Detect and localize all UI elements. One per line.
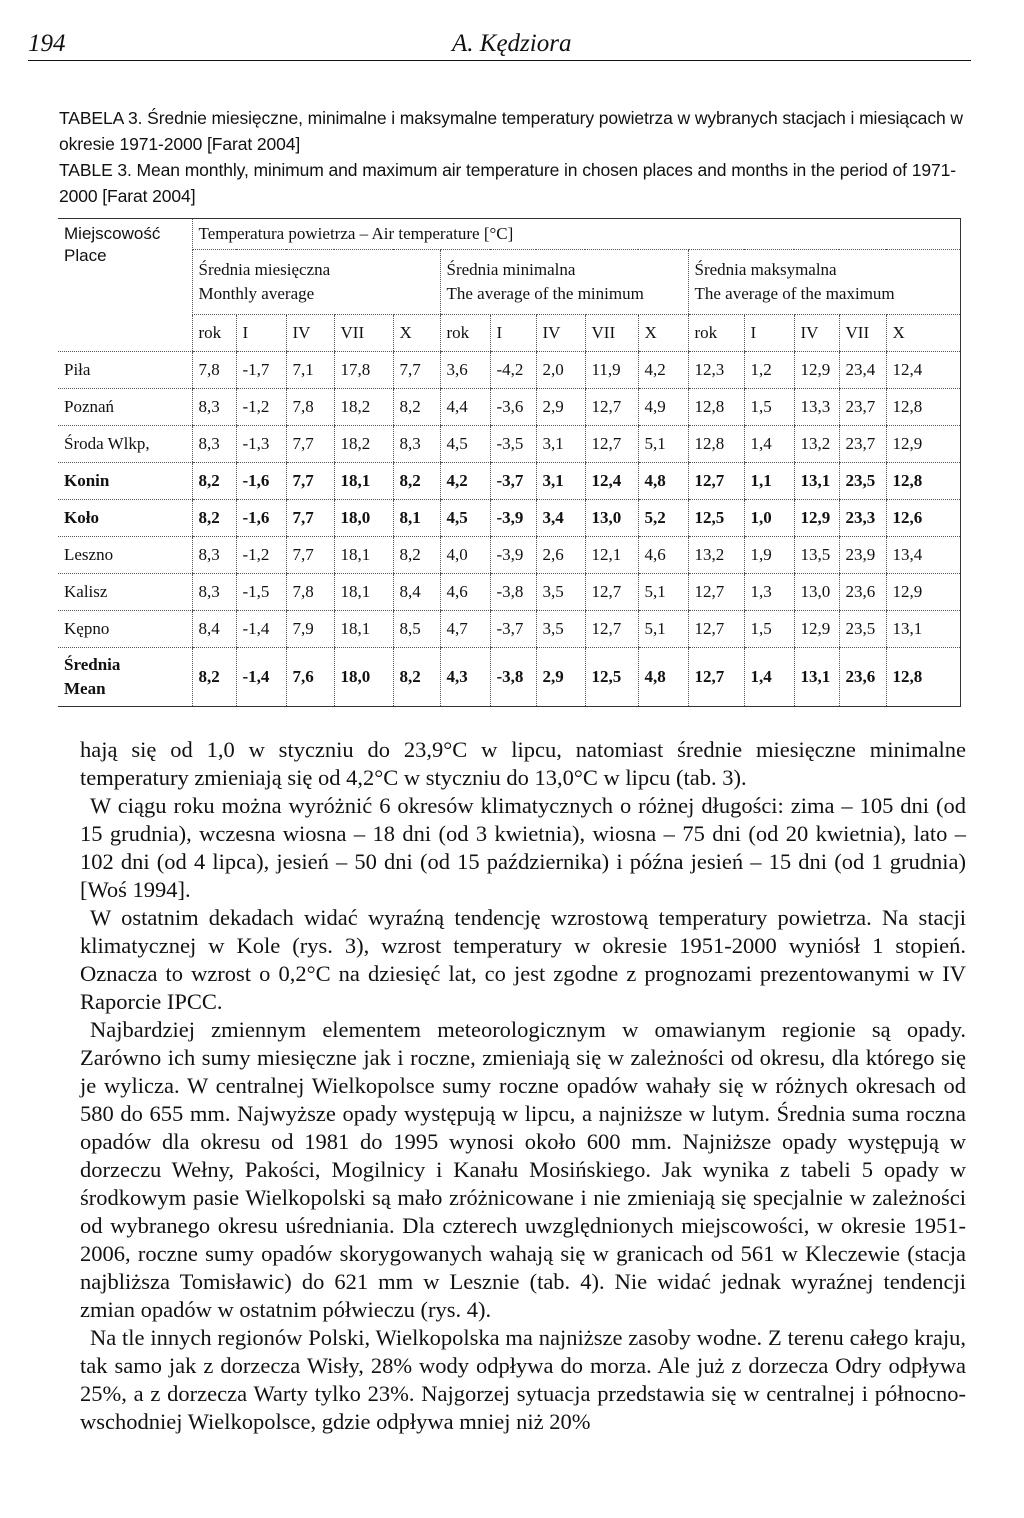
value-cell: 4,2 — [440, 463, 490, 500]
value-cell: 8,3 — [192, 426, 236, 463]
value-cell: 5,1 — [638, 611, 688, 648]
value-cell: 1,1 — [744, 463, 794, 500]
group-header-monthly-en: Monthly average — [198, 284, 315, 303]
place-cell: Kalisz — [58, 574, 192, 611]
value-cell: 13,2 — [688, 537, 744, 574]
value-cell: 13,2 — [794, 426, 839, 463]
value-cell: 4,5 — [440, 426, 490, 463]
value-cell: 12,5 — [688, 500, 744, 537]
subheader-row — [58, 315, 960, 352]
value-cell: 13,0 — [794, 574, 839, 611]
subheader-cell: X — [886, 315, 960, 352]
subheader-cell: IV — [536, 315, 585, 352]
value-cell: 7,8 — [286, 574, 334, 611]
value-cell: 12,1 — [585, 537, 638, 574]
place-column-header — [58, 219, 192, 352]
value-cell: 12,7 — [585, 574, 638, 611]
mean-value-cell: -1,4 — [236, 648, 286, 707]
value-cell: 12,4 — [886, 352, 960, 389]
body-paragraph: W ciągu roku można wyróżnić 6 okresów klimatycznych o różnej długości: zima – 105 dni (od 15 grudnia), wczesna wiosna – 18 dni (od 3 kwietnia), wiosna – 75 dni (od 20 kwietnia), lato – 102 dni (od 4 lipca), jesień – 50 dni (od 15 października) i późna jesień – 15 dni (od 1 grudnia) [Woś 1994]. — [80, 793, 966, 902]
body-paragraph: Na tle innych regionów Polski, Wielkopolska ma najniższe zasoby wodne. Z terenu całego kraju, tak samo jak z dorzecza Wisły, 28% wody odpływa do morza. Ale już z dorzecza Odry odpływa 25%, a z dorzecza Warty tylko 23%. Najgorzej sytuacja przedstawia się w centralnej i północno-wschodniej Wielkopolsce, gdzie odpływa mniej niż 20% — [80, 1325, 966, 1434]
value-cell: 7,9 — [286, 611, 334, 648]
subheader-cell: rok — [688, 315, 744, 352]
mean-value-cell: 23,6 — [839, 648, 886, 707]
value-cell: 5,1 — [638, 426, 688, 463]
value-cell: 23,9 — [839, 537, 886, 574]
value-cell: 1,9 — [744, 537, 794, 574]
value-cell: 12,6 — [886, 500, 960, 537]
value-cell: 2,0 — [536, 352, 585, 389]
value-cell: 18,2 — [334, 426, 393, 463]
value-cell: 13,3 — [794, 389, 839, 426]
value-cell: 7,7 — [393, 352, 440, 389]
value-cell: 4,5 — [440, 500, 490, 537]
subheader-cell: I — [744, 315, 794, 352]
value-cell: 4,7 — [440, 611, 490, 648]
value-cell: 3,6 — [440, 352, 490, 389]
table-row — [58, 611, 960, 648]
group-header-minimum — [440, 250, 688, 315]
value-cell: -1,5 — [236, 574, 286, 611]
value-cell: 1,0 — [744, 500, 794, 537]
place-cell: Poznań — [58, 389, 192, 426]
value-cell: 1,2 — [744, 352, 794, 389]
value-cell: 12,7 — [585, 426, 638, 463]
temperature-table — [58, 218, 961, 707]
value-cell: 23,4 — [839, 352, 886, 389]
value-cell: -4,2 — [490, 352, 536, 389]
value-cell: 4,6 — [440, 574, 490, 611]
mean-place-cell — [58, 648, 192, 707]
value-cell: 3,1 — [536, 463, 585, 500]
table-row — [58, 426, 960, 463]
subheader-cell: I — [236, 315, 286, 352]
table-row — [58, 463, 960, 500]
value-cell: 3,4 — [536, 500, 585, 537]
value-cell: 8,2 — [393, 389, 440, 426]
value-cell: 1,5 — [744, 389, 794, 426]
mean-value-cell: 12,8 — [886, 648, 960, 707]
mean-value-cell: 8,2 — [192, 648, 236, 707]
subheader-cell: X — [393, 315, 440, 352]
value-cell: -1,7 — [236, 352, 286, 389]
place-cell: Konin — [58, 463, 192, 500]
value-cell: 23,7 — [839, 389, 886, 426]
running-author: A. Kędziora — [452, 30, 572, 57]
body-paragraph: hają się od 1,0 w styczniu do 23,9°C w lipcu, natomiast średnie miesięczne minimalne temperatury zmieniają się od 4,2°C w styczniu do 13,0°C w lipcu (tab. 3). — [80, 737, 966, 790]
mean-value-cell: -3,8 — [490, 648, 536, 707]
group-header-maximum-pl: Średnia maksymalna — [694, 260, 837, 279]
value-cell: 7,1 — [286, 352, 334, 389]
value-cell: 8,4 — [393, 574, 440, 611]
group-header-monthly-pl: Średnia miesięczna — [198, 260, 331, 279]
value-cell: -3,7 — [490, 463, 536, 500]
group-header-minimum-en: The average of the minimum — [446, 284, 644, 303]
value-cell: -1,4 — [236, 611, 286, 648]
value-cell: 7,7 — [286, 463, 334, 500]
value-cell: -1,6 — [236, 500, 286, 537]
value-cell: 23,7 — [839, 426, 886, 463]
value-cell: 13,1 — [886, 611, 960, 648]
value-cell: 13,0 — [585, 500, 638, 537]
table-row — [58, 537, 960, 574]
subheader-cell: VII — [334, 315, 393, 352]
value-cell: 18,2 — [334, 389, 393, 426]
value-cell: 8,5 — [393, 611, 440, 648]
mean-label-english: Mean — [64, 679, 106, 698]
mean-value-cell: 2,9 — [536, 648, 585, 707]
value-cell: 8,2 — [192, 463, 236, 500]
mean-value-cell: 12,5 — [585, 648, 638, 707]
value-cell: 12,7 — [688, 611, 744, 648]
value-cell: 7,7 — [286, 500, 334, 537]
table-row — [58, 574, 960, 611]
running-header — [28, 26, 971, 61]
table-caption — [59, 105, 969, 209]
value-cell: 8,2 — [393, 537, 440, 574]
value-cell: 12,3 — [688, 352, 744, 389]
value-cell: -1,2 — [236, 537, 286, 574]
subheader-cell: rok — [440, 315, 490, 352]
value-cell: 12,7 — [585, 611, 638, 648]
place-cell: Piła — [58, 352, 192, 389]
mean-value-cell: 1,4 — [744, 648, 794, 707]
value-cell: 12,8 — [886, 463, 960, 500]
subheader-cell: X — [638, 315, 688, 352]
value-cell: 23,6 — [839, 574, 886, 611]
value-cell: 8,3 — [393, 426, 440, 463]
group-header-monthly — [192, 250, 440, 315]
value-cell: 3,5 — [536, 574, 585, 611]
place-cell: Leszno — [58, 537, 192, 574]
value-cell: 12,7 — [688, 463, 744, 500]
value-cell: 12,7 — [688, 574, 744, 611]
body-paragraph: Najbardziej zmiennym elementem meteorologicznym w omawianym regionie są opady. Zarówno ich sumy miesięczne jak i roczne, zmieniają się w zależności od okresu, dla którego się je wylicza. W centralnej Wielkopolsce sumy roczne opadów wahały się w różnych okresach od 580 do 655 mm. Najwyższe opady występują w lipcu, a najniższe w lutym. Średnia suma roczna opadów dla okresu od 1981 do 1995 wynosi około 600 mm. Najniższe opady występują w dorzeczu Wełny, Pakości, Mogilnicy i Kanału Mosińskiego. Jak wynika z tabeli 5 opady w środkowym pasie Wielkopolski są mało zróżnicowane i nie zmieniają się specjalnie w zależności od wybranego okresu uśredniania. Dla czterech uwzględnionych miejscowości, w okresie 1951-2006, roczne sumy opadów skorygowanych wahają się w granicach od 561 w Kleczewie (stacja najbliższa Tomisławic) do 621 mm w Lesznie (tab. 4). Nie widać jednak wyraźnej tendencji zmian opadów w ostatnim półwieczu (rys. 4). — [80, 1017, 966, 1322]
value-cell: 18,1 — [334, 463, 393, 500]
subheader-cell: I — [490, 315, 536, 352]
mean-value-cell: 18,0 — [334, 648, 393, 707]
value-cell: 1,4 — [744, 426, 794, 463]
value-cell: 1,5 — [744, 611, 794, 648]
value-cell: -1,3 — [236, 426, 286, 463]
place-header-polish: Miejscowość — [64, 224, 161, 243]
caption-polish: TABELA 3. Średnie miesięczne, minimalne i maksymalne temperatury powietrza w wybranych stacjach i miesiącach w okresie 1971-2000 [Farat 2004] — [59, 108, 963, 154]
body-paragraph: W ostatnim dekadach widać wyraźną tendencję wzrostową temperatury powietrza. Na stacji klimatycznej w Kole (rys. 3), wzrost temperatury w okresie 1951-2000 wyniósł 1 stopień. Oznacza to wzrost o 0,2°C na dziesięć lat, co jest zgodne z prognozami prezentowanymi w IV Raporcie IPCC. — [80, 905, 966, 1014]
value-cell: 8,2 — [192, 500, 236, 537]
value-cell: 11,9 — [585, 352, 638, 389]
value-cell: 4,4 — [440, 389, 490, 426]
value-cell: -3,6 — [490, 389, 536, 426]
value-cell: -1,2 — [236, 389, 286, 426]
group-header-maximum-en: The average of the maximum — [694, 284, 895, 303]
value-cell: 12,9 — [886, 426, 960, 463]
table-row — [58, 500, 960, 537]
value-cell: 5,2 — [638, 500, 688, 537]
group-header-maximum — [688, 250, 960, 315]
value-cell: -3,9 — [490, 537, 536, 574]
value-cell: 12,9 — [794, 611, 839, 648]
value-cell: 7,7 — [286, 537, 334, 574]
value-cell: -1,6 — [236, 463, 286, 500]
place-header-english: Place — [64, 246, 107, 265]
value-cell: 4,6 — [638, 537, 688, 574]
value-cell: 13,5 — [794, 537, 839, 574]
place-cell: Środa Wlkp, — [58, 426, 192, 463]
value-cell: 23,5 — [839, 611, 886, 648]
value-cell: 1,3 — [744, 574, 794, 611]
value-cell: 23,3 — [839, 500, 886, 537]
place-cell: Koło — [58, 500, 192, 537]
value-cell: 7,7 — [286, 426, 334, 463]
value-cell: 18,1 — [334, 537, 393, 574]
value-cell: 18,1 — [334, 611, 393, 648]
temperature-header: Temperatura powietrza – Air temperature [°C] — [192, 219, 960, 250]
value-cell: 23,5 — [839, 463, 886, 500]
subheader-cell: VII — [839, 315, 886, 352]
mean-label-polish: Średnia — [64, 655, 121, 674]
value-cell: 18,1 — [334, 574, 393, 611]
value-cell: 4,9 — [638, 389, 688, 426]
place-cell: Kępno — [58, 611, 192, 648]
value-cell: 3,1 — [536, 426, 585, 463]
mean-value-cell: 12,7 — [688, 648, 744, 707]
group-header-minimum-pl: Średnia minimalna — [446, 260, 576, 279]
table-row — [58, 389, 960, 426]
mean-value-cell: 4,8 — [638, 648, 688, 707]
value-cell: 2,6 — [536, 537, 585, 574]
value-cell: 8,3 — [192, 574, 236, 611]
value-cell: 8,4 — [192, 611, 236, 648]
value-cell: 2,9 — [536, 389, 585, 426]
value-cell: -3,7 — [490, 611, 536, 648]
value-cell: 12,8 — [886, 389, 960, 426]
page-number: 194 — [28, 30, 66, 57]
value-cell: 5,1 — [638, 574, 688, 611]
value-cell: 12,8 — [688, 426, 744, 463]
value-cell: 12,8 — [688, 389, 744, 426]
mean-value-cell: 4,3 — [440, 648, 490, 707]
subheader-cell: IV — [794, 315, 839, 352]
value-cell: 17,8 — [334, 352, 393, 389]
mean-row — [58, 648, 960, 707]
value-cell: 4,0 — [440, 537, 490, 574]
value-cell: 8,3 — [192, 389, 236, 426]
table-row — [58, 352, 960, 389]
value-cell: 7,8 — [286, 389, 334, 426]
value-cell: 13,1 — [794, 463, 839, 500]
value-cell: 18,0 — [334, 500, 393, 537]
value-cell: 13,4 — [886, 537, 960, 574]
caption-english: TABLE 3. Mean monthly, minimum and maximum air temperature in chosen places and months in the period of 1971-2000 [Farat 2004] — [59, 160, 956, 206]
value-cell: 3,5 — [536, 611, 585, 648]
value-cell: 12,4 — [585, 463, 638, 500]
value-cell: -3,8 — [490, 574, 536, 611]
body-text — [80, 736, 966, 1436]
value-cell: 12,7 — [585, 389, 638, 426]
subheader-cell: IV — [286, 315, 334, 352]
mean-value-cell: 13,1 — [794, 648, 839, 707]
value-cell: 4,8 — [638, 463, 688, 500]
subheader-cell: VII — [585, 315, 638, 352]
mean-value-cell: 7,6 — [286, 648, 334, 707]
value-cell: 4,2 — [638, 352, 688, 389]
value-cell: 8,2 — [393, 463, 440, 500]
mean-value-cell: 8,2 — [393, 648, 440, 707]
value-cell: 12,9 — [794, 352, 839, 389]
value-cell: 7,8 — [192, 352, 236, 389]
subheader-cell: rok — [192, 315, 236, 352]
value-cell: 12,9 — [794, 500, 839, 537]
value-cell: -3,9 — [490, 500, 536, 537]
value-cell: -3,5 — [490, 426, 536, 463]
value-cell: 8,3 — [192, 537, 236, 574]
value-cell: 8,1 — [393, 500, 440, 537]
value-cell: 12,9 — [886, 574, 960, 611]
